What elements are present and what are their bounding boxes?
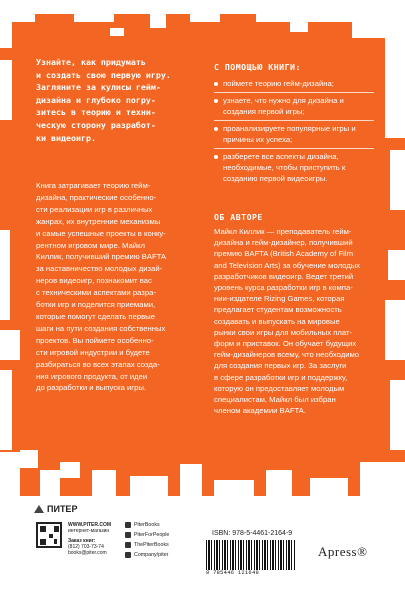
pixel-block xyxy=(385,38,405,138)
author-bio-line: гейм-дизайнеров всему, что необходимо xyxy=(214,350,360,360)
about-author-section xyxy=(214,212,374,416)
pixel-block xyxy=(310,478,348,496)
publisher-mark-icon xyxy=(34,505,44,513)
description-line: разбираться во всех этапах созда- xyxy=(36,359,160,369)
pixel-block xyxy=(0,60,12,120)
list-item xyxy=(214,76,374,93)
isbn: ISBN: 978-5-4461-2164-9 xyxy=(212,530,293,537)
site-info xyxy=(68,522,111,534)
description-line: и самые успешные проекты в конку- xyxy=(36,228,166,238)
with-book-heading: С ПОМОЩЬЮ КНИГИ: xyxy=(214,62,301,72)
social-handle: ThePiterBooks xyxy=(134,542,169,548)
lead-paragraph xyxy=(36,56,208,144)
lead-line: ческую сторону разработ- xyxy=(36,119,156,130)
pixel-block xyxy=(74,14,114,22)
pixel-block xyxy=(390,150,405,210)
qr-code-icon xyxy=(36,522,62,548)
social-link xyxy=(125,520,169,530)
pixel-block xyxy=(0,14,35,22)
author-bio-line: рынки свои игры для мобильных плат- xyxy=(214,327,353,337)
barcode-icon xyxy=(206,540,296,570)
author-bio-line: членом академии BAFTA. xyxy=(214,406,306,416)
social-link xyxy=(125,540,169,550)
description-line: сти реализации игр в различных xyxy=(36,204,153,214)
social-icon xyxy=(125,542,131,548)
pixel-block xyxy=(214,480,254,496)
description-line: неров видеоигр, познакомит вас xyxy=(36,276,152,286)
pixel-block xyxy=(352,22,405,38)
pixel-block xyxy=(360,462,405,496)
description-line: дизайна, практические особенно- xyxy=(36,192,157,202)
with-book-list xyxy=(214,76,374,187)
author-bio-line: Майкл Киллик — преподаватель гейм- xyxy=(214,227,352,236)
description-line: до разработки и выпуска игры. xyxy=(36,383,147,393)
author-bio-line: которую он предоставляет молодым xyxy=(214,383,345,393)
order-phone: (812) 703-73-74 xyxy=(68,544,104,550)
apress-logo: Apress® xyxy=(318,544,368,559)
pixel-block xyxy=(266,470,292,496)
site-url: WWW.PITER.COM xyxy=(68,522,112,528)
social-icon xyxy=(125,532,131,538)
social-link xyxy=(125,530,169,540)
description-line: шаги на пути создания собственных xyxy=(36,323,166,333)
site-caption: интернет-магазин xyxy=(68,528,110,534)
social-links xyxy=(125,520,169,560)
pixel-block xyxy=(0,0,405,14)
social-handle: PiterForPeople xyxy=(134,532,170,538)
author-bio-line: специалистам, Майкл был избран xyxy=(214,395,336,405)
footer xyxy=(0,496,405,590)
description-line: Книга затрагивает теорию гейм- xyxy=(36,181,151,190)
author-bio-line: уровень курса разработки игр в компа- xyxy=(214,283,353,293)
order-info xyxy=(68,538,107,556)
with-book-section xyxy=(214,62,374,187)
lead-line: ки видеоигр. xyxy=(36,132,96,143)
pixel-block xyxy=(180,464,202,496)
pixel-block xyxy=(388,250,405,280)
social-handle: Company/piter xyxy=(134,552,169,558)
author-bio-line: для создания первых игр. За заслуги xyxy=(214,361,347,371)
author-bio-line: в сфере разработки игр и поддержку, xyxy=(214,372,348,382)
author-bio-line: разработчиков видеоигр. Ведет третий xyxy=(214,271,354,281)
list-item-text: поймете теорию гейм-дизайна; xyxy=(223,79,334,88)
bullet-icon xyxy=(214,155,218,159)
pixel-block xyxy=(0,330,20,360)
description-line: Киллик, получивший премию BAFTA xyxy=(36,252,166,262)
lead-line: и создать свою первую игру. xyxy=(36,69,171,80)
pixel-block xyxy=(40,470,60,496)
author-bio-line: and Television Arts) за обучение молодых xyxy=(214,260,361,270)
author-bio-line: создавать и выпускать на мировые xyxy=(214,316,340,326)
lead-line: зитесь в теорию и техни- xyxy=(36,107,156,118)
description-paragraph xyxy=(36,180,206,394)
pixel-block xyxy=(0,370,12,450)
author-bio-line: нии-издателе Rizing Games, которая xyxy=(214,294,345,304)
publisher-logo xyxy=(34,504,77,514)
social-link xyxy=(125,550,169,560)
bullet-icon xyxy=(214,127,218,131)
order-label: Заказ книг: xyxy=(68,538,96,544)
pixel-block xyxy=(0,22,12,48)
description-line: проектов. Вы поймете особенно- xyxy=(36,335,154,345)
author-bio-line: предлагает студентам возможность xyxy=(214,305,342,315)
pixel-block xyxy=(60,462,80,478)
pixel-block xyxy=(0,452,20,496)
lead-line: Загляните за кулисы гейм- xyxy=(36,82,161,93)
pixel-block xyxy=(130,476,168,496)
list-item-text: проанализируете популярные игры и причины их успеха; xyxy=(223,124,356,144)
description-line: ботки игр и поделится приемами, xyxy=(36,300,156,310)
list-item xyxy=(214,121,374,149)
list-item-text: разберете все аспекты дизайна, необходимые, чтобы приступить к созданию первой видеоигры. xyxy=(223,152,346,183)
description-line: за наставничество молодых дизай- xyxy=(36,264,163,274)
description-line: с техническими аспектами разра- xyxy=(36,288,156,298)
publisher-name: ПИТЕР xyxy=(47,504,78,514)
pixel-block xyxy=(290,22,308,32)
lead-line: Узнайте, как придумать xyxy=(36,57,146,67)
barcode-number: 9 785446 121649 xyxy=(206,570,260,576)
description-line: которые помогут сделать первые xyxy=(36,311,155,321)
list-item xyxy=(214,93,374,121)
author-bio xyxy=(214,226,374,416)
description-line: ния игрового продукта, от идеи xyxy=(36,371,148,381)
pixel-block xyxy=(390,380,405,450)
list-item-text: узнаете, что нужно для дизайна и создания первой игры; xyxy=(223,96,344,116)
lead-line: дизайна и глубоко погру- xyxy=(36,94,156,105)
author-bio-line: премию BAFTA (British Academy of Film xyxy=(214,249,353,259)
description-line: жанрах, их внутренние механизмы xyxy=(36,216,161,226)
about-author-heading: ОБ АВТОРЕ xyxy=(214,212,263,222)
order-email: books@piter.com xyxy=(68,550,107,556)
description-line: рентном игровом мире. Майкл xyxy=(36,240,145,250)
pixel-block xyxy=(110,28,124,36)
author-bio-line: форм и приставок. Он обучает будущих xyxy=(214,339,357,349)
pixel-block xyxy=(256,14,405,22)
list-item xyxy=(214,149,374,187)
social-icon xyxy=(125,522,131,528)
pixel-block xyxy=(150,14,166,28)
pixel-block xyxy=(0,230,10,320)
social-icon xyxy=(125,552,131,558)
pixel-block xyxy=(190,14,220,22)
social-handle: PiterBooks xyxy=(134,522,160,528)
pixel-block xyxy=(92,470,116,496)
bullet-icon xyxy=(214,99,218,103)
author-bio-line: дизайна и гейм-дизайнер, получивший xyxy=(214,238,353,248)
pixel-block xyxy=(20,450,38,468)
description-line: сти игровой индустрии и будете xyxy=(36,347,150,357)
bullet-icon xyxy=(214,82,218,86)
pixel-block xyxy=(385,300,405,360)
